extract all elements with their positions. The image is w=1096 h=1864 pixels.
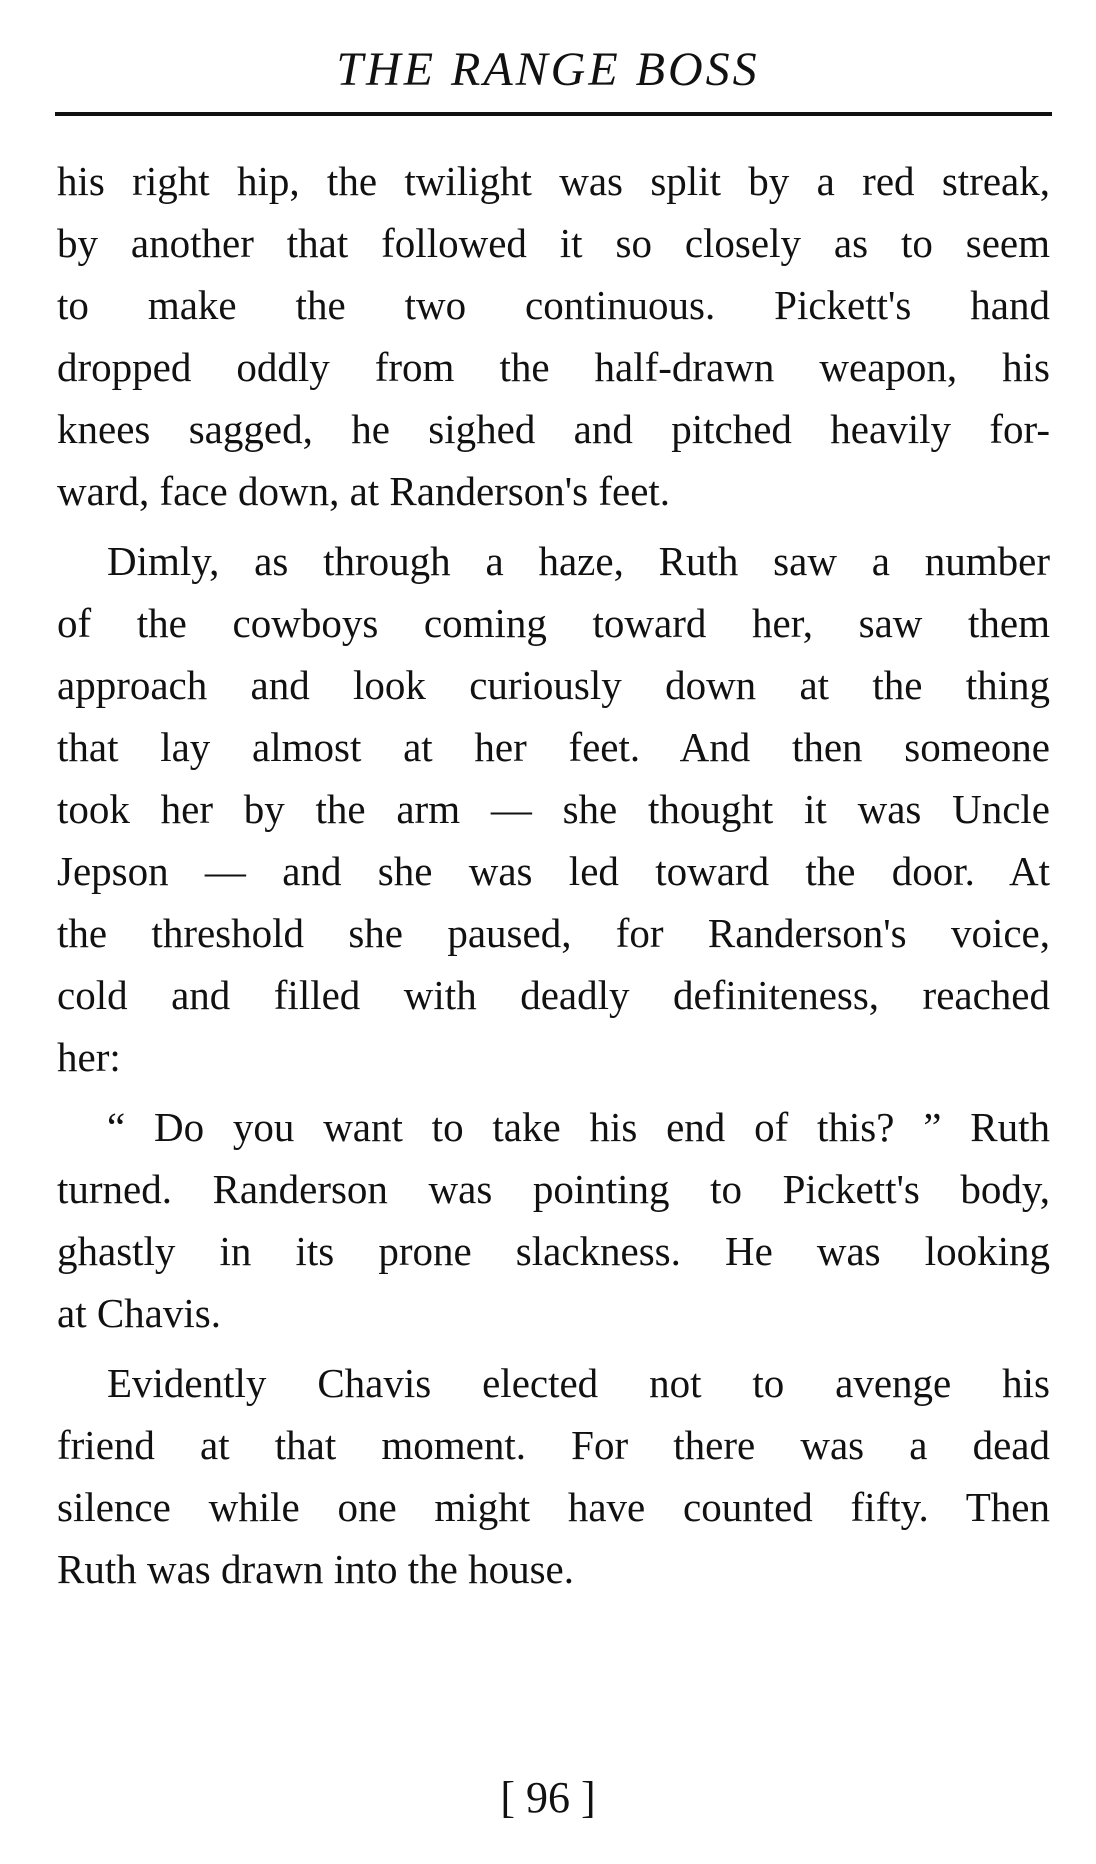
text-line: knees sagged, he sighed and pitched heavily for-	[57, 406, 1050, 452]
text-line: by another that followed it so closely as to seem	[57, 220, 1050, 266]
text-line: approach and look curiously down at the thing	[57, 662, 1050, 708]
text-line: of the cowboys coming toward her, saw them	[57, 600, 1050, 646]
text-line: turned. Randerson was pointing to Pickett's body,	[57, 1166, 1050, 1212]
text-line: at Chavis.	[57, 1290, 221, 1336]
page-number: [ 96 ]	[500, 1773, 596, 1822]
text-line: dropped oddly from the half-drawn weapon, his	[57, 344, 1050, 390]
text-line: Dimly, as through a haze, Ruth saw a number	[107, 538, 1050, 584]
paragraph-3	[57, 1096, 1050, 1344]
text-line: to make the two continuous. Pickett's hand	[57, 282, 1050, 328]
text-line: “ Do you want to take his end of this? ” Ruth	[107, 1104, 1050, 1150]
text-line: that lay almost at her feet. And then someone	[57, 724, 1050, 770]
text-line: cold and filled with deadly definiteness, reached	[57, 972, 1050, 1018]
header-rule	[55, 112, 1052, 116]
text-line: silence while one might have counted fifty. Then	[57, 1484, 1050, 1530]
text-line: his right hip, the twilight was split by a red streak,	[57, 158, 1050, 204]
paragraph-4	[57, 1352, 1050, 1600]
paragraph-2	[57, 530, 1050, 1088]
text-line: ghastly in its prone slackness. He was looking	[57, 1228, 1050, 1274]
text-line: ward, face down, at Randerson's feet.	[57, 468, 671, 514]
text-line: Ruth was drawn into the house.	[57, 1546, 574, 1592]
text-line: the threshold she paused, for Randerson's voice,	[57, 910, 1050, 956]
body-text	[57, 150, 1050, 1608]
text-line: took her by the arm — she thought it was Uncle	[57, 786, 1050, 832]
running-title: THE RANGE BOSS	[336, 43, 760, 96]
text-line: Jepson — and she was led toward the door. At	[57, 848, 1050, 894]
text-line: Evidently Chavis elected not to avenge his	[107, 1360, 1050, 1406]
text-line: her:	[57, 1034, 121, 1080]
paragraph-1	[57, 150, 1050, 522]
text-line: friend at that moment. For there was a dead	[57, 1422, 1050, 1468]
